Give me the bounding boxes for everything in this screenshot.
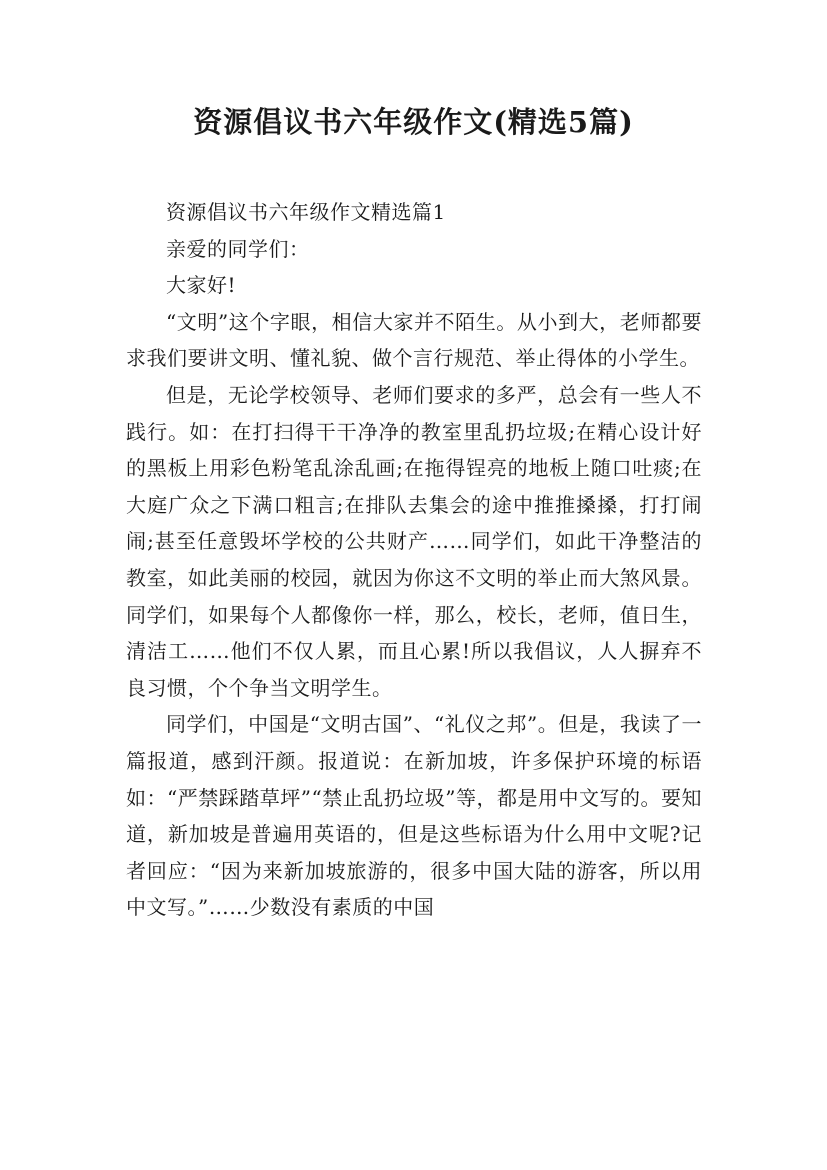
greeting: 大家好! <box>166 273 237 298</box>
body-paragraph: “文明”这个字眼，相信大家并不陌生。从小到大，老师都要求我们要讲文明、懂礼貌、做个言行规范、举止得体的小学生。 <box>126 309 702 371</box>
body-paragraph: 但是，无论学校领导、老师们要求的多严，总会有一些人不践行。如：在打扫得干干净净的教室里乱扔垃圾;在精心设计好的黑板上用彩色粉笔乱涂乱画;在拖得锃亮的地板上随口吐痰;在大庭广众之下满口粗言;在排队去集会的途中推推搡搡，打打闹闹;甚至任意毁坏学校的公共财产……同学们，如此干净整洁的教室，如此美丽的校园，就因为你这不文明的举止而大煞风景。同学们，如果每个人都像你一样，那么，校长，老师，值日生，清洁工……他们不仅人累，而且心累!所以我倡议，人人摒弃不良习惯，个个争当文明学生。 <box>126 382 702 700</box>
document-body <box>126 194 702 926</box>
document-title: 资源倡议书六年级作文(精选5篇) <box>193 105 634 139</box>
salutation: 亲爱的同学们： <box>166 236 310 261</box>
section-heading: 资源倡议书六年级作文精选篇1 <box>166 200 446 224</box>
body-paragraph: 同学们，中国是“文明古国”、“礼仪之邦”。但是，我读了一篇报道，感到汗颜。报道说：在新加坡，许多保护环境的标语如：“严禁踩踏草坪”“禁止乱扔垃圾”等，都是用中文写的。要知道，新加坡是普遍用英语的，但是这些标语为什么用中文呢?记者回应：“因为来新加坡旅游的，很多中国大陆的游客，所以用中文写。”……少数没有素质的中国 <box>126 712 702 920</box>
